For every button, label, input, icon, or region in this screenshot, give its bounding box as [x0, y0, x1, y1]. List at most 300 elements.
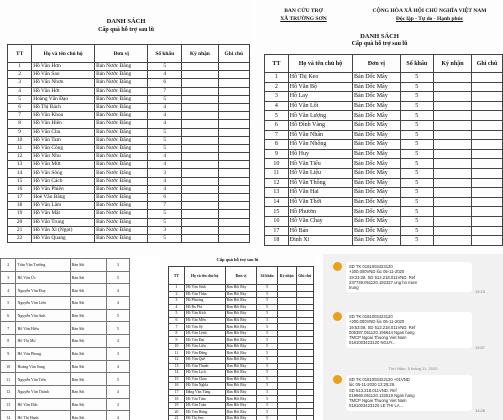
- table-row: [265, 101, 503, 111]
- table-cell: [218, 63, 250, 71]
- table-cell: 10: [265, 159, 289, 169]
- table-cell: Bản Hôi Rày: [225, 285, 257, 292]
- sms-bubble: [346, 312, 472, 348]
- table-cell: Bản Hôi Rày: [225, 343, 257, 350]
- table-cell: 21: [169, 415, 185, 420]
- table-cell: 5: [400, 92, 433, 102]
- table-cell: 5: [400, 226, 433, 236]
- table-cell: 9: [1, 347, 16, 360]
- table-cell: [182, 177, 218, 185]
- table-cell: Bản Dốc Mây: [353, 73, 401, 83]
- table-cell: 13: [1, 398, 16, 411]
- doc2-country-line2: Độc lập - Tự do - Hạnh phúc: [395, 16, 464, 22]
- sms-line: 019560.051120.132519 Ngan hang: [349, 392, 415, 398]
- table-cell: Bản Hôi Rày: [225, 396, 257, 403]
- table-cell: Bản Nước Đắng: [95, 194, 148, 202]
- table-cell: [182, 161, 218, 169]
- table-row: [265, 226, 503, 236]
- table-cell: [182, 87, 218, 95]
- table-cell: Bản Dốc Mây: [353, 149, 401, 159]
- table-cell: Bản Sắt: [70, 385, 106, 398]
- table-cell: [433, 236, 471, 246]
- table-cell: 2: [265, 82, 289, 92]
- table-cell: Hồ Lay: [288, 92, 352, 102]
- table-cell: 5: [400, 236, 433, 246]
- table-cell: Bản Dốc Mây: [353, 92, 401, 102]
- table-cell: 11: [265, 168, 289, 178]
- table-cell: 22: [8, 234, 32, 242]
- table-cell: Bản Nước Đắng: [95, 202, 148, 210]
- sms-line: 19:53:08. SD 513.218.011VND. Ref: [349, 324, 416, 330]
- table-cell: 3: [106, 347, 129, 360]
- table-cell: 5: [257, 337, 277, 344]
- table-row: [265, 120, 503, 130]
- table-row: [8, 177, 250, 185]
- table-row: [265, 73, 503, 83]
- table-cell: 20: [169, 409, 185, 416]
- table-cell: 4: [8, 87, 32, 95]
- table-cell: [472, 111, 503, 121]
- table-cell: 15: [265, 207, 289, 217]
- sms-line: 0181003423120 LE THI LA...: [349, 403, 404, 409]
- table-cell: Hồ Văn Nhân: [288, 130, 352, 140]
- avatar: [333, 375, 342, 384]
- table-cell: 14: [1, 411, 16, 420]
- table-cell: [182, 153, 218, 161]
- table-cell: Hồ Văn Liêu: [184, 343, 225, 350]
- table-cell: 1: [265, 73, 289, 83]
- table-row: [1, 398, 130, 411]
- column-header: Số khẩu: [148, 45, 182, 63]
- table-cell: Bản Hôi Rày: [225, 350, 257, 357]
- doc4-table: [168, 266, 314, 420]
- table-row: [265, 140, 503, 150]
- avatar: [333, 262, 342, 271]
- table-cell: 5: [106, 373, 129, 386]
- table-cell: Bản Sắt: [70, 259, 106, 272]
- table-row: [1, 322, 130, 335]
- column-header: TT: [8, 45, 32, 63]
- table-cell: 5: [1, 297, 16, 310]
- table-cell: 7: [148, 202, 182, 210]
- table-cell: Hồ Văn Cách: [32, 177, 95, 185]
- table-cell: Bản Nước Đắng: [95, 234, 148, 242]
- table-cell: [433, 207, 471, 217]
- table-cell: 5: [400, 168, 433, 178]
- table-cell: [296, 415, 313, 420]
- table-cell: [218, 234, 250, 242]
- table-cell: [472, 82, 503, 92]
- table-cell: [433, 82, 471, 92]
- sms-bubble: [346, 375, 472, 411]
- table-cell: 1: [169, 285, 185, 292]
- sms-line: +200.000VND lúc 05-11-2020: [349, 269, 405, 275]
- table-cell: [218, 218, 250, 226]
- table-cell: Bản Sắt: [70, 360, 106, 373]
- table-cell: 5: [148, 144, 182, 152]
- table-cell: Hồ Văn Xi (Ngọt): [32, 226, 95, 234]
- table-cell: Hồ Văn Nhơn: [32, 79, 95, 87]
- bank-sms-screenshot: [323, 254, 503, 420]
- table-cell: 6: [169, 317, 185, 324]
- table-cell: Hồ Văn Phiên: [32, 185, 95, 193]
- column-header: TT: [265, 55, 289, 73]
- table-cell: Hồ Văn Tiếu: [288, 159, 352, 169]
- table-cell: Bản Sắt: [70, 373, 106, 386]
- table-cell: Trần Văn Trường: [16, 259, 70, 272]
- table-cell: 18: [265, 236, 289, 246]
- table-cell: [218, 185, 250, 193]
- table-cell: [433, 216, 471, 226]
- table-cell: Hồ Văn Ức: [16, 271, 70, 284]
- table-cell: Bản Nước Đắng: [95, 226, 148, 234]
- doc2-agency-line2: XÃ TRƯỜNG SƠN: [280, 16, 327, 22]
- table-row: [1, 411, 130, 420]
- table-cell: 10: [8, 136, 32, 144]
- table-row: [1, 259, 130, 272]
- table-cell: 5: [257, 383, 277, 390]
- table-cell: 5: [106, 271, 129, 284]
- table-row: [265, 149, 503, 159]
- table-cell: 17: [8, 194, 32, 202]
- table-cell: Hồ Phương: [184, 298, 225, 305]
- table-row: [265, 188, 503, 198]
- table-cell: 9: [169, 337, 185, 344]
- table-cell: 15: [8, 177, 32, 185]
- table-cell: [433, 101, 471, 111]
- table-cell: 4: [148, 153, 182, 161]
- table-cell: 5: [257, 285, 277, 292]
- table-cell: Hồ Văn Công: [32, 144, 95, 152]
- table-cell: Bản Nước Đắng: [95, 120, 148, 128]
- table-cell: 12: [8, 153, 32, 161]
- table-cell: [472, 168, 503, 178]
- sms-line: 0181003423120 NGUY...: [349, 340, 396, 346]
- table-cell: 3: [106, 398, 129, 411]
- table-cell: 14: [265, 197, 289, 207]
- table-cell: Bản Hôi Rày: [225, 402, 257, 409]
- table-cell: Bản Sắt: [70, 271, 106, 284]
- table-cell: [218, 202, 250, 210]
- table-cell: Hồ Bản: [288, 226, 352, 236]
- table-row: [265, 159, 503, 169]
- table-cell: Bản Hôi Rày: [225, 376, 257, 383]
- table-cell: Bản Nước Đắng: [95, 210, 148, 218]
- table-cell: [218, 120, 250, 128]
- table-cell: Hồ Văn Nhu: [32, 153, 95, 161]
- table-cell: [218, 71, 250, 79]
- table-row: [8, 234, 250, 242]
- table-row: [8, 210, 250, 218]
- table-cell: 21: [8, 226, 32, 234]
- table-cell: 5: [257, 376, 277, 383]
- table-cell: Hồ Văn Lâm: [32, 202, 95, 210]
- table-row: [8, 144, 250, 152]
- table-cell: Nguyễn Văn Tiến: [16, 373, 70, 386]
- table-cell: [433, 197, 471, 207]
- doc2-agency-line1: BAN CỨU TRỢ: [284, 8, 323, 14]
- table-row: [8, 128, 250, 136]
- table-cell: Bản Sắt: [70, 284, 106, 297]
- table-cell: [182, 226, 218, 234]
- table-row: [1, 309, 130, 322]
- table-cell: 9: [265, 149, 289, 159]
- table-row: [1, 385, 130, 398]
- table-cell: 4: [148, 71, 182, 79]
- table-cell: Bản Nước Đắng: [95, 95, 148, 103]
- table-cell: 6: [148, 194, 182, 202]
- table-cell: 12: [169, 357, 185, 364]
- table-row: [8, 87, 250, 95]
- table-row: [265, 82, 503, 92]
- table-cell: [433, 149, 471, 159]
- table-cell: [472, 149, 503, 159]
- table-row: [265, 92, 503, 102]
- table-row: [265, 197, 503, 207]
- table-cell: 3: [1, 271, 16, 284]
- table-cell: 4: [106, 385, 129, 398]
- table-cell: Hồ Văn Sao: [32, 71, 95, 79]
- table-cell: Bản Hôi Rày: [225, 291, 257, 298]
- table-cell: [218, 112, 250, 120]
- table-cell: Bản Hôi Rày: [225, 311, 257, 318]
- table-cell: Hồ Văn Hiên: [32, 120, 95, 128]
- doc4-title: Cấp quà hỗ trợ sau lũ: [216, 257, 259, 262]
- table-cell: [433, 168, 471, 178]
- table-cell: [433, 120, 471, 130]
- sms-line: 19:23:28. SD 513.218.011VND. Ref: [349, 274, 416, 280]
- table-cell: 5: [148, 210, 182, 218]
- table-cell: 3: [265, 92, 289, 102]
- table-cell: 4: [106, 335, 129, 348]
- table-cell: 7: [169, 324, 185, 331]
- sms-line: lúc 05-11-2020 13:25:29.: [349, 382, 396, 388]
- doc1-title: DANH SÁCH: [106, 18, 146, 25]
- table-cell: Bản Hôi Rày: [225, 363, 257, 370]
- table-cell: 7: [1, 322, 16, 335]
- table-cell: Hồ Văn Sinh: [184, 285, 225, 292]
- table-cell: Bản Nước Đắng: [95, 153, 148, 161]
- sms-line: +200.000VND lúc 05-11-2020: [349, 319, 405, 325]
- table-cell: 4: [148, 177, 182, 185]
- table-cell: 5: [257, 324, 277, 331]
- table-cell: 5: [257, 330, 277, 337]
- table-row: [1, 271, 130, 284]
- table-cell: Bản Nước Đắng: [95, 112, 148, 120]
- table-row: [265, 111, 503, 121]
- table-cell: 14: [169, 370, 185, 377]
- sms-time: 13:26: [475, 408, 486, 413]
- table-cell: [433, 226, 471, 236]
- table-cell: [218, 95, 250, 103]
- table-row: [8, 79, 250, 87]
- table-cell: 20: [8, 218, 32, 226]
- table-cell: 4: [148, 161, 182, 169]
- table-cell: Hồ Văn Lịch: [184, 370, 225, 377]
- table-cell: 4: [106, 360, 129, 373]
- table-cell: 19: [8, 210, 32, 218]
- table-cell: [218, 226, 250, 234]
- table-cell: 5: [257, 396, 277, 403]
- table-cell: 4: [148, 103, 182, 111]
- table-cell: [472, 188, 503, 198]
- sms-line: TMCP Ngoai Thuong Viet Nam: [349, 398, 407, 404]
- table-cell: 5: [257, 291, 277, 298]
- table-cell: Bản Sắt: [70, 411, 106, 420]
- column-header: Ký nhận: [277, 267, 296, 285]
- table-cell: Hồ Văn Kích: [184, 311, 225, 318]
- table-cell: 3: [169, 298, 185, 305]
- table-cell: Đặng Văn Tùng: [184, 389, 225, 396]
- chat-date-separator: Thứ Năm, 5 tháng 11, 2020: [388, 366, 438, 371]
- table-cell: 4: [169, 304, 185, 311]
- table-cell: Hồ Văn Nghĩa: [184, 383, 225, 390]
- table-cell: [218, 128, 250, 136]
- table-cell: Hồ Văn Đâng: [184, 350, 225, 357]
- table-cell: Hồ Văn Hai: [288, 188, 352, 198]
- table-cell: Nguyễn Văn Thành: [16, 385, 70, 398]
- sms-line: SD TK 0181003423120: [349, 314, 393, 319]
- table-cell: 13: [265, 188, 289, 198]
- table-cell: 5: [148, 218, 182, 226]
- table-cell: 5: [265, 111, 289, 121]
- table-cell: Hồ Văn Trung: [32, 218, 95, 226]
- doc1-subtitle: Cấp quà hỗ trợ sau lũ: [98, 27, 154, 33]
- table-cell: Hồ Văn Quang: [32, 234, 95, 242]
- table-row: [1, 373, 130, 386]
- table-cell: Hồ Văn Lệnh: [184, 330, 225, 337]
- table-cell: Bản Nước Đắng: [95, 87, 148, 95]
- table-cell: Bản Dốc Mây: [353, 82, 401, 92]
- sms-line: SD TK 0181003423120: [349, 264, 393, 269]
- table-cell: Bản Hôi Rày: [225, 357, 257, 364]
- table-cell: Bản Sắt: [70, 335, 106, 348]
- table-cell: Hồ Đình Vàng: [288, 120, 352, 130]
- table-row: [8, 136, 250, 144]
- table-cell: Bản Dốc Mây: [353, 197, 401, 207]
- table-cell: 5: [257, 363, 277, 370]
- table-cell: Hoè Văn Băng: [32, 194, 95, 202]
- sms-time: 19:57: [475, 345, 486, 350]
- document-list-nuoc-dang: [0, 0, 252, 256]
- table-cell: 4: [148, 112, 182, 120]
- sms-time: 19:23: [475, 289, 486, 294]
- table-cell: [182, 95, 218, 103]
- doc2-subtitle: Cấp quà hỗ trợ sau lũ: [351, 41, 408, 47]
- table-cell: Bản Dốc Mây: [353, 236, 401, 246]
- table-cell: Hồ Văn Hơn: [32, 63, 95, 71]
- sms-line: 006387.051120.195644 Ngan hang: [349, 329, 415, 335]
- table-cell: Hồ Văn Quế: [184, 357, 225, 364]
- table-cell: 5: [169, 311, 185, 318]
- table-row: [8, 103, 250, 111]
- table-cell: [433, 159, 471, 169]
- table-cell: 8: [1, 335, 16, 348]
- table-cell: 5: [257, 317, 277, 324]
- table-cell: Bản Dốc Mây: [353, 178, 401, 188]
- table-cell: Hồ Văn Tâm: [184, 396, 225, 403]
- table-cell: 2: [8, 71, 32, 79]
- table-cell: [218, 136, 250, 144]
- table-cell: 19: [169, 402, 185, 409]
- table-cell: [472, 197, 503, 207]
- table-cell: 5: [106, 322, 129, 335]
- table-cell: Hồ Văn Sông: [32, 169, 95, 177]
- table-cell: [182, 202, 218, 210]
- table-cell: Bản Dốc Mây: [353, 226, 401, 236]
- table-cell: 8: [169, 330, 185, 337]
- doc2-country-line1: CỘNG HÒA XÃ HỘI CHỦ NGHĨA VIỆT NAM: [372, 8, 487, 14]
- table-row: [169, 415, 314, 420]
- column-header: Ghi chú: [218, 45, 250, 63]
- table-cell: [218, 161, 250, 169]
- table-cell: Bản Sắt: [70, 322, 106, 335]
- table-cell: 5: [257, 350, 277, 357]
- table-cell: Bản Dốc Mây: [353, 216, 401, 226]
- table-cell: 1: [8, 63, 32, 71]
- table-cell: Hồ Văn Bộ: [288, 82, 352, 92]
- table-cell: 3: [148, 169, 182, 177]
- table-cell: 5: [257, 304, 277, 311]
- table-cell: [182, 218, 218, 226]
- table-cell: Bản Dốc Mây: [353, 130, 401, 140]
- table-cell: 8: [265, 140, 289, 150]
- column-header: Họ và tên chủ hộ: [32, 45, 95, 63]
- table-cell: 5: [400, 130, 433, 140]
- table-cell: 17: [265, 226, 289, 236]
- table-cell: [182, 144, 218, 152]
- table-cell: Bản Nước Đắng: [95, 136, 148, 144]
- table-cell: 5: [257, 311, 277, 318]
- table-cell: Hồ Thị Mơ: [16, 335, 70, 348]
- table-cell: 11: [1, 373, 16, 386]
- table-cell: Bản Hôi Rày: [225, 370, 257, 377]
- table-cell: Hồ Văn Khoa: [32, 112, 95, 120]
- table-cell: [472, 130, 503, 140]
- table-cell: Hồ Văn Mừt: [32, 161, 95, 169]
- table-cell: 5: [400, 149, 433, 159]
- table-cell: 18: [169, 396, 185, 403]
- table-cell: Hồ Văn Hưng: [184, 409, 225, 416]
- table-cell: Hồ Văn Toàn: [184, 402, 225, 409]
- table-cell: Hồ Thị Bách: [32, 103, 95, 111]
- table-cell: [433, 178, 471, 188]
- table-cell: 4: [148, 120, 182, 128]
- table-cell: Bản Hôi Rày: [225, 324, 257, 331]
- table-row: [8, 112, 250, 120]
- table-row: [8, 169, 250, 177]
- table-cell: 3: [148, 226, 182, 234]
- table-cell: Bản Nước Đắng: [95, 169, 148, 177]
- table-cell: [472, 216, 503, 226]
- table-row: [1, 360, 130, 373]
- table-cell: 5: [400, 178, 433, 188]
- document-list-hoi-ray: [160, 254, 315, 420]
- table-cell: Bản Hôi Rày: [225, 304, 257, 311]
- table-cell: 11: [169, 350, 185, 357]
- table-cell: Bản Sắt: [70, 347, 106, 360]
- sms-line: TMCP Ngoai Thuong Viet Nam: [349, 335, 407, 341]
- table-cell: Bản Hôi Rày: [225, 409, 257, 416]
- table-cell: Hồ Văn Hiếu: [16, 322, 70, 335]
- table-cell: 5: [400, 188, 433, 198]
- table-cell: 5: [257, 402, 277, 409]
- table-cell: Bản Hôi Rày: [225, 330, 257, 337]
- table-cell: Hồ Văn Sỹ: [184, 324, 225, 331]
- table-cell: [218, 210, 250, 218]
- table-cell: [218, 177, 250, 185]
- doc3-table: [0, 258, 130, 420]
